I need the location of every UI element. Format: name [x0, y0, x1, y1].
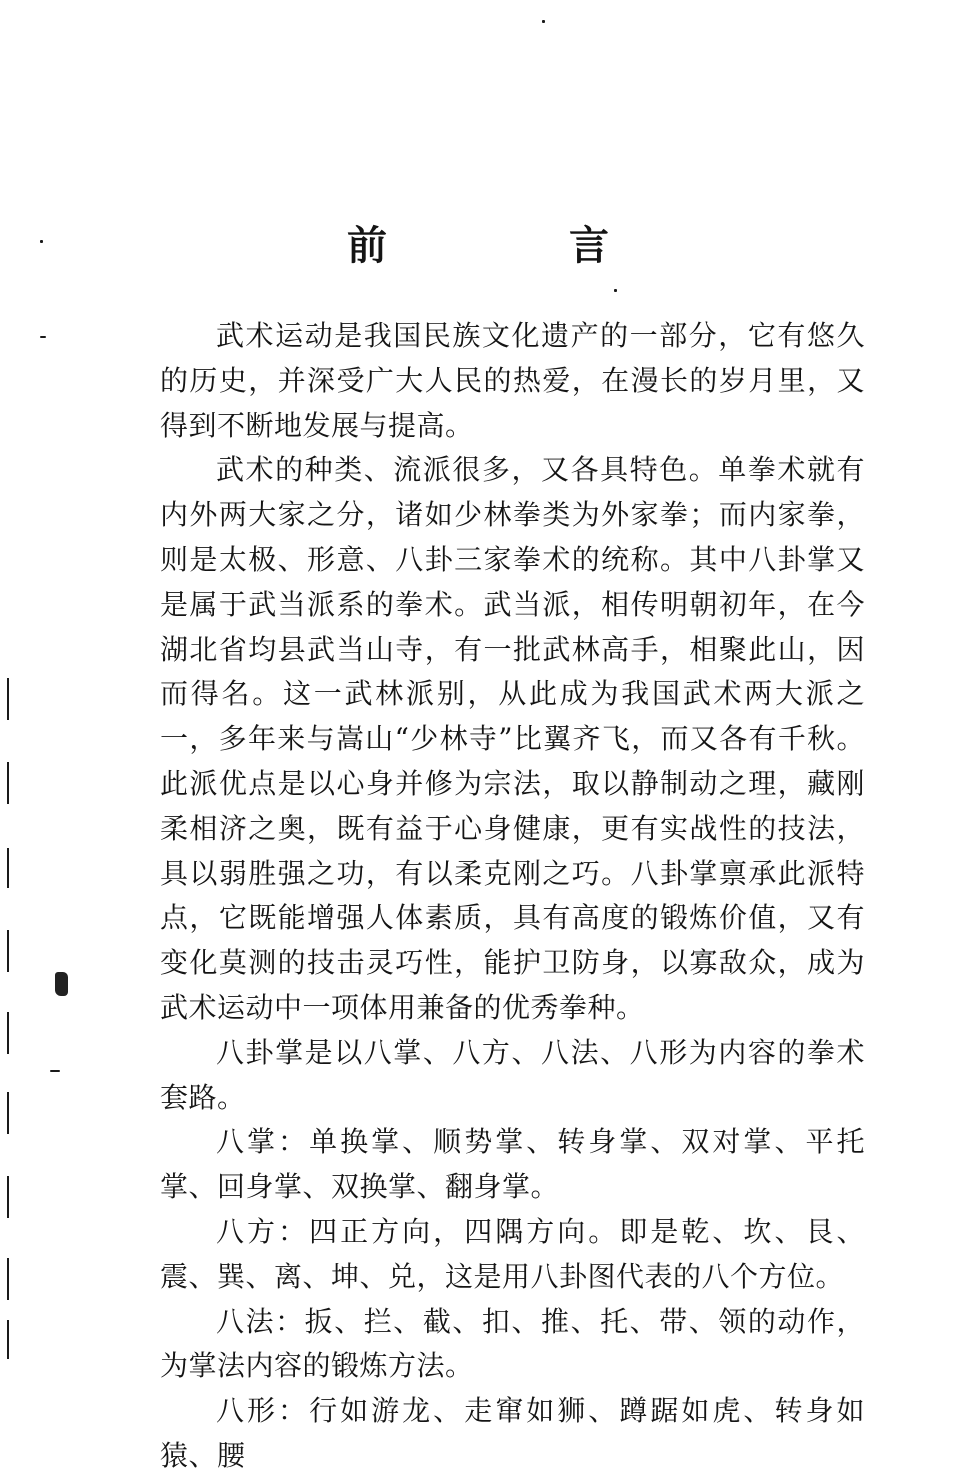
paragraph-schools: 武术的种类、流派很多，又各具特色。单拳术就有内外两大家之分，诸如少林拳类为外家拳；而内家拳，则是太极、形意、八卦三家拳术的统称。其中八卦掌又是属于武当派系的拳术。武当派，相传明朝初年，在今湖北省均县武当山寺，有一批武林高手，相聚此山，因而得名。这一武林派别，从此成为我国武术两大派之一，多年来与嵩山“少林寺”比翼齐飞，而又各有千秋。此派优点是以心身并修为宗法，取以静制动之理，藏刚柔相济之奥，既有益于心身健康，更有实战性的技法，具以弱胜强之功，有以柔克刚之巧。八卦掌禀承此派特点，它既能增强人体素质，具有高度的锻炼价值，又有变化莫测的技击灵巧性，能护卫防身，以寡敌众，成为武术运动中一项体用兼备的优秀拳种。: [160, 453, 865, 1024]
paragraph-eight-palms: 八掌：单换掌、顺势掌、转身掌、双对掌、平托掌、回身掌、双换掌、翻身掌。: [160, 1125, 865, 1204]
scan-mark: [7, 762, 9, 804]
scan-mark: [7, 930, 9, 972]
scan-mark: [7, 848, 9, 888]
paragraph-eight-methods: 八法：扳、拦、截、扣、推、托、带、领的动作，为掌法内容的锻炼方法。: [160, 1304, 865, 1383]
scan-mark: [7, 1012, 9, 1054]
page-title: 前 言: [347, 222, 693, 269]
paragraph-eight-forms: 八形：行如游龙、走窜如狮、蹲踞如虎、转身如猿、腰: [160, 1394, 865, 1472]
paragraph-intro: 武术运动是我国民族文化遗产的一部分，它有悠久的历史，并深受广大人民的热爱，在漫长的岁月里，又得到不断地发展与提高。: [160, 319, 865, 442]
ink-blot: [55, 972, 68, 996]
paragraph-eight-directions: 八方：四正方向，四隅方向。即是乾、坎、艮、震、巽、离、坤、兑，这是用八卦图代表的八个方位。: [160, 1214, 865, 1293]
scan-mark: [542, 20, 545, 23]
scan-mark: [40, 240, 43, 243]
scan-mark: [7, 1320, 9, 1359]
scan-mark: [7, 1176, 9, 1218]
scan-mark: [40, 336, 46, 338]
scan-mark: [614, 289, 617, 292]
body-text: [160, 314, 865, 1479]
paragraph-content: 八卦掌是以八掌、八方、八法、八形为内容的拳术套路。: [160, 1035, 865, 1114]
scan-mark: [7, 1258, 9, 1300]
scan-mark: [7, 678, 9, 720]
scan-mark: [7, 1092, 9, 1134]
scan-mark: [50, 1070, 60, 1072]
